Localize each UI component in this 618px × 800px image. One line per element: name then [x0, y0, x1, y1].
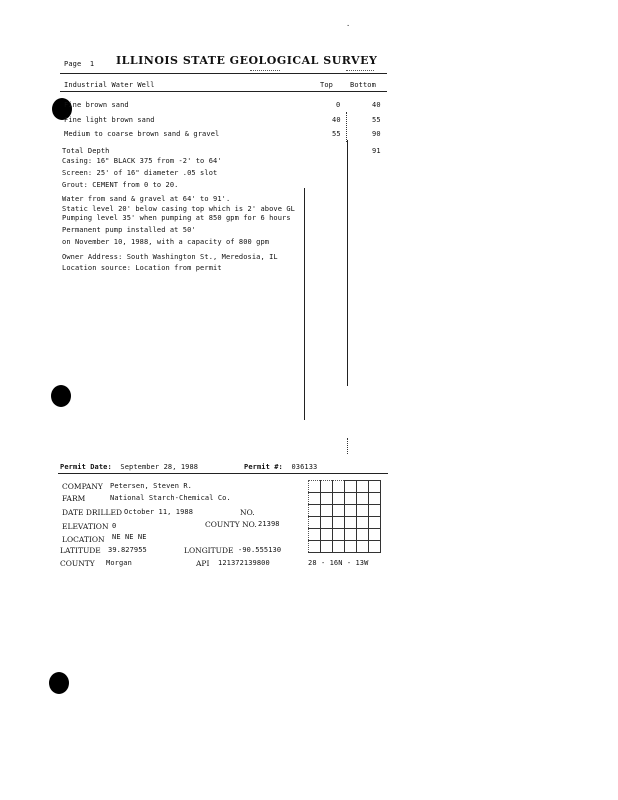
column-bottom-header: Bottom	[350, 81, 376, 89]
layer-top: 40	[332, 116, 341, 124]
note-pumping-level: Pumping level 35' when pumping at 850 gpm for 6 hours	[62, 214, 291, 222]
permit-number	[244, 463, 317, 471]
county-value: Morgan	[106, 559, 132, 567]
company-value: Petersen, Steven R.	[110, 482, 192, 490]
note-casing: Casing: 16" BLACK 375 from -2' to 64'	[62, 157, 222, 165]
scan-speck: ·	[346, 22, 351, 30]
permit-date-label: Permit Date:	[60, 463, 112, 471]
lower-dotted-mark	[347, 438, 348, 454]
well-type: Industrial Water Well	[64, 81, 155, 89]
elevation-label: ELEVATION	[62, 522, 109, 531]
note-screen: Screen: 25' of 16" diameter .05 slot	[62, 169, 218, 177]
permit-number-value: 036133	[291, 463, 318, 471]
header-dotted-line	[250, 70, 280, 71]
layer-desc: Fine light brown sand	[64, 116, 155, 124]
layer-top: 55	[332, 130, 341, 138]
note-static-level: Static level 20' below casing top which is 2' above GL	[62, 205, 295, 213]
farm-label: FARM	[62, 494, 86, 503]
company-label: COMPANY	[62, 482, 103, 491]
api-value: 121372139800	[218, 559, 270, 567]
layer-bottom: 90	[372, 130, 381, 138]
column-divider-top	[346, 112, 347, 142]
latitude-label: LATITUDE	[60, 546, 101, 555]
farm-value: National Starch-Chemical Co.	[110, 494, 231, 502]
note-owner-address: Owner Address: South Washington St., Meredosia, IL	[62, 253, 278, 261]
page-title: ILLINOIS STATE GEOLOGICAL SURVEY	[116, 54, 378, 67]
location-value: NE NE NE	[112, 533, 147, 541]
township-range: 28 - 16N - 13W	[308, 559, 369, 567]
permit-date	[60, 463, 198, 471]
note-grout: Grout: CEMENT from 0 to 20.	[62, 181, 179, 189]
column-top-header: Top	[320, 81, 333, 89]
longitude-label: LONGITUDE	[184, 546, 234, 555]
permit-date-value: September 28, 1988	[120, 463, 199, 471]
permit-rule	[58, 473, 388, 474]
latitude-value: 39.827955	[108, 546, 147, 554]
elevation-value: 0	[112, 522, 117, 530]
note-location-source: Location source: Location from permit	[62, 264, 222, 272]
date-drilled-value: October 11, 1988	[124, 508, 194, 516]
county-no-label: COUNTY NO.	[205, 520, 257, 529]
column-header-rule	[60, 91, 387, 92]
header-rule	[60, 73, 387, 74]
note-water: Water from sand & gravel at 64' to 91'.	[62, 195, 231, 203]
header-dotted-line-right	[346, 70, 374, 71]
page-label: Page 1	[64, 60, 95, 68]
longitude-value: -90.555130	[238, 546, 282, 554]
date-drilled-label: DATE DRILLED	[62, 508, 122, 517]
layer-desc: Fine brown sand	[64, 101, 129, 109]
section-grid	[308, 480, 381, 553]
location-label: LOCATION	[62, 535, 105, 544]
layer-bottom: 55	[372, 116, 381, 124]
county-label: COUNTY	[60, 559, 95, 568]
punch-hole-middle	[51, 385, 71, 407]
api-label: API	[196, 559, 210, 568]
county-no-value: 21398	[258, 520, 280, 528]
note-pump-date: on November 10, 1988, with a capacity of 800 gpm	[62, 238, 270, 246]
punch-hole-bottom	[49, 672, 69, 694]
no-label: NO.	[240, 508, 255, 517]
total-depth-label: Total Depth	[62, 147, 110, 155]
notes-column-rule	[304, 188, 305, 420]
bottom-column-rule	[347, 140, 348, 386]
permit-number-label: Permit #:	[244, 463, 283, 471]
note-permanent-pump: Permanent pump installed at 50'	[62, 226, 196, 234]
layer-bottom: 40	[372, 101, 381, 109]
total-depth-value: 91	[372, 147, 381, 155]
layer-top: 0	[336, 101, 341, 109]
layer-desc: Medium to coarse brown sand & gravel	[64, 130, 220, 138]
